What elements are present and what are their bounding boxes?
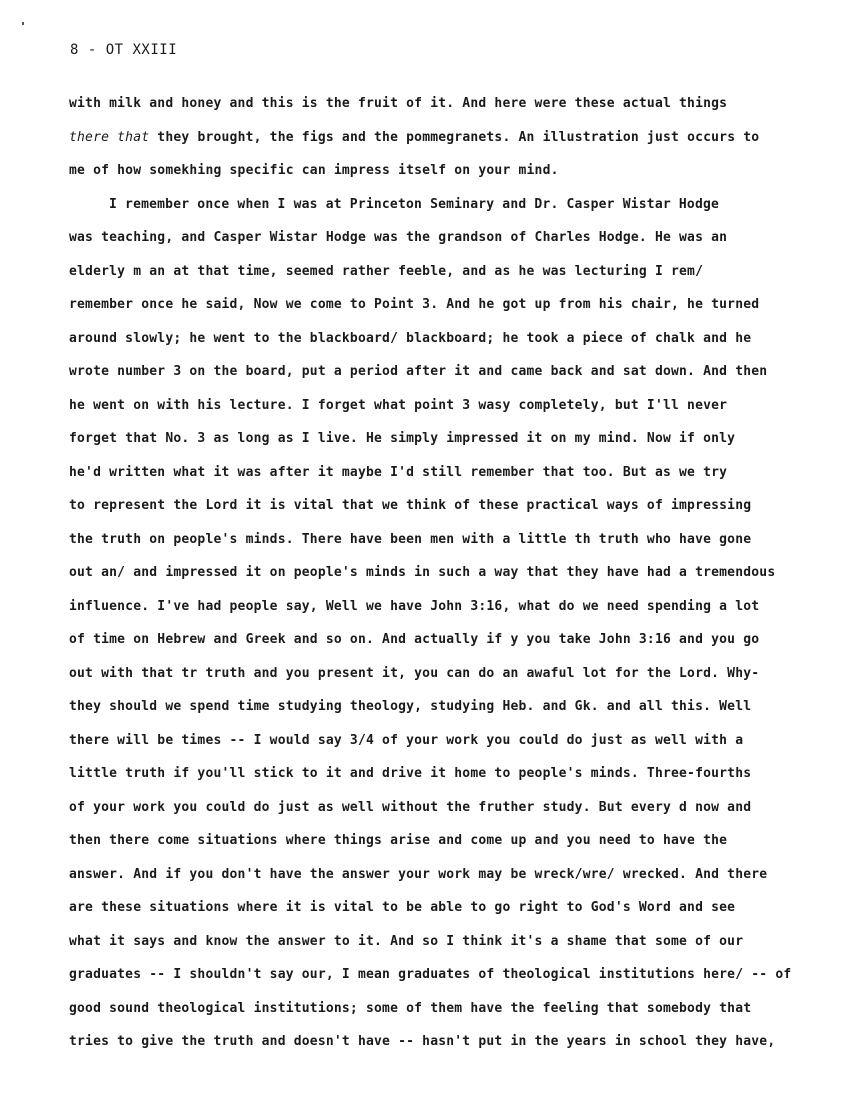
- text-line: he went on with his lecture. I forget what point 3 wasy completely, but I'll never: [69, 397, 728, 413]
- text-line: then there come situations where things arise and come up and you need to have the: [69, 833, 728, 848]
- body-text: [69, 87, 821, 1059]
- text-line: what it says and know the answer to it. And so I think it's a shame that some of our: [69, 933, 744, 949]
- text-line: was teaching, and Casper Wistar Hodge was the grandson of Charles Hodge. He was an: [69, 230, 728, 245]
- text-line: me of how somekhing specific can impress itself on your mind.: [69, 163, 559, 178]
- text-line: with milk and honey and this is the fruit of it. And here were these actual things: [69, 96, 728, 111]
- paragraph-first-line: I remember once when I was at Princeton Seminary and Dr. Casper Wistar Hodge: [109, 196, 720, 212]
- text-line: wrote number 3 on the board, put a period after it and came back and sat down. And then: [69, 364, 768, 379]
- text-line: there that they brought, the figs and the pommegranets. An illustration just occurs to: [69, 129, 760, 145]
- text-line: little truth if you'll stick to it and drive it home to people's minds. Three-fourths: [69, 766, 752, 781]
- page-header: 8 - OT XXIII: [70, 42, 178, 58]
- text-line: there will be times -- I would say 3/4 of your work you could do just as well with a: [69, 732, 744, 748]
- text-line: he'd written what it was after it maybe I'd still remember that too. But as we try: [69, 464, 728, 480]
- text-line: they should we spend time studying theology, studying Heb. and Gk. and all this. Well: [69, 699, 752, 714]
- text-line: of your work you could do just as well without the fruther study. But every d now and: [69, 799, 752, 815]
- text-line: answer. And if you don't have the answer your work may be wreck/wre/ wrecked. And there: [69, 866, 768, 882]
- text-line: good sound theological institutions; some of them have the feeling that somebody that: [69, 1000, 752, 1016]
- text-line: elderly m an at that time, seemed rather feeble, and as he was lecturing I rem/: [69, 263, 704, 279]
- text-line: of time on Hebrew and Greek and so on. And actually if y you take John 3:16 and you go: [69, 632, 760, 647]
- text-line: to represent the Lord it is vital that we think of these practical ways of impressing: [69, 498, 752, 513]
- text-line: the truth on people's minds. There have been men with a little th truth who have gone: [69, 531, 752, 547]
- text-line: graduates -- I shouldn't say our, I mean graduates of theological institutions here/ -- of: [69, 967, 792, 982]
- text-line: influence. I've had people say, Well we have John 3:16, what do we need spending a lot: [69, 598, 760, 614]
- text-line: around slowly; he went to the blackboard/ blackboard; he took a piece of chalk and he: [69, 330, 752, 346]
- text-line: remember once he said, Now we come to Point 3. And he got up from his chair, he turned: [69, 297, 760, 312]
- text-line: out with that tr truth and you present it, you can do an awaful lot for the Lord. Why-: [69, 665, 760, 681]
- italic-phrase: there that: [69, 129, 150, 145]
- text-line: forget that No. 3 as long as I live. He simply impressed it on my mind. Now if only: [69, 431, 736, 446]
- paper-speck: [22, 22, 24, 25]
- text-line: out an/ and impressed it on people's minds in such a way that they have had a tremendous: [69, 565, 776, 580]
- text-line: are these situations where it is vital to be able to go right to God's Word and see: [69, 900, 736, 915]
- text-line: tries to give the truth and doesn't have -- hasn't put in the years in school they have,: [69, 1034, 776, 1049]
